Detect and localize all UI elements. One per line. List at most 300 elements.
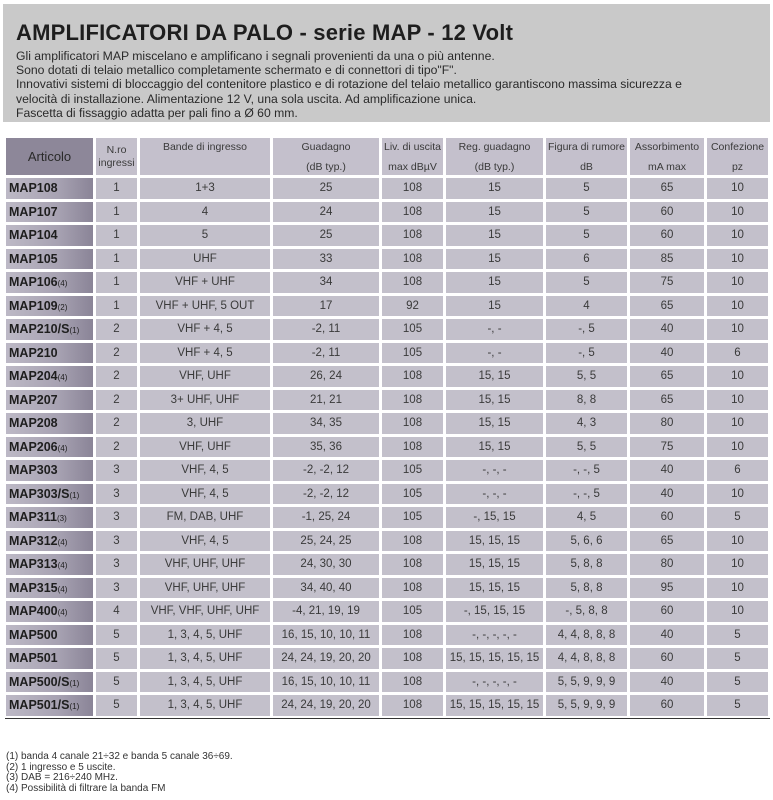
cell-livello-uscita: 92 xyxy=(382,296,443,317)
article-code: MAP108 xyxy=(9,181,58,196)
cell-figura-rumore: -, -, 5 xyxy=(546,484,627,505)
cell-articolo xyxy=(6,554,93,575)
cell-bande: 5 xyxy=(140,225,270,246)
cell-guadagno: 17 xyxy=(273,296,379,317)
cell-confezione: 10 xyxy=(707,296,768,317)
intro-line: Fascetta di fissaggio adatta per pali fino a Ø 60 mm. xyxy=(16,105,298,120)
cell-confezione: 10 xyxy=(707,202,768,223)
table-row xyxy=(6,343,768,364)
cell-nro-ingressi: 1 xyxy=(96,225,137,246)
cell-livello-uscita: 108 xyxy=(382,413,443,434)
article-code: MAP312 xyxy=(9,533,58,548)
cell-articolo xyxy=(6,672,93,693)
cell-bande: VHF, VHF, UHF, UHF xyxy=(140,601,270,622)
cell-confezione: 5 xyxy=(707,695,768,716)
cell-nro-ingressi: 1 xyxy=(96,296,137,317)
cell-assorbimento: 95 xyxy=(630,578,704,599)
cell-guadagno: 25 xyxy=(273,178,379,199)
cell-bande: 1+3 xyxy=(140,178,270,199)
page-title: AMPLIFICATORI DA PALO - serie MAP - 12 Volt xyxy=(16,20,514,45)
cell-reg-guadagno: -, -, -, -, - xyxy=(446,625,543,646)
cell-guadagno: 33 xyxy=(273,249,379,270)
cell-guadagno: 34 xyxy=(273,272,379,293)
cell-bande: VHF + 4, 5 xyxy=(140,343,270,364)
table-row xyxy=(6,695,768,716)
cell-guadagno: -2, -2, 12 xyxy=(273,460,379,481)
cell-assorbimento: 85 xyxy=(630,249,704,270)
cell-livello-uscita: 108 xyxy=(382,554,443,575)
cell-assorbimento: 60 xyxy=(630,695,704,716)
cell-confezione: 10 xyxy=(707,366,768,387)
table-row xyxy=(6,178,768,199)
cell-guadagno: 25, 24, 25 xyxy=(273,531,379,552)
header-bande xyxy=(140,138,270,175)
cell-confezione: 6 xyxy=(707,343,768,364)
article-footnote-ref: (4) xyxy=(57,373,68,383)
cell-guadagno: 25 xyxy=(273,225,379,246)
article-code: MAP313 xyxy=(9,557,58,572)
article-code: MAP109 xyxy=(9,298,58,313)
article-code: MAP104 xyxy=(9,228,58,243)
article-footnote-ref: (2) xyxy=(57,302,68,312)
cell-confezione: 5 xyxy=(707,625,768,646)
intro-line: Gli amplificatori MAP miscelano e amplificano i segnali provenienti da una o più antenne. xyxy=(16,49,495,63)
cell-assorbimento: 40 xyxy=(630,672,704,693)
cell-bande: 3, UHF xyxy=(140,413,270,434)
article-footnote-ref: (1) xyxy=(69,326,80,336)
cell-reg-guadagno: 15 xyxy=(446,202,543,223)
footnote: (3) DAB = 216÷240 MHz. xyxy=(6,772,118,783)
cell-figura-rumore: 6 xyxy=(546,249,627,270)
header-unit: (dB typ.) xyxy=(306,161,346,173)
header-label: Confezione xyxy=(710,141,765,153)
header-nro-ingressi: N.ro ingressi xyxy=(96,138,137,175)
article-footnote-ref: (1) xyxy=(69,490,80,500)
cell-figura-rumore: 4, 5 xyxy=(546,507,627,528)
cell-reg-guadagno: 15, 15, 15, 15, 15 xyxy=(446,648,543,669)
header-reg-guadagno xyxy=(446,138,543,175)
cell-articolo xyxy=(6,343,93,364)
header-unit: mA max xyxy=(648,161,686,173)
cell-guadagno: 34, 35 xyxy=(273,413,379,434)
cell-articolo xyxy=(6,460,93,481)
cell-confezione: 10 xyxy=(707,578,768,599)
cell-nro-ingressi: 3 xyxy=(96,460,137,481)
cell-nro-ingressi: 3 xyxy=(96,484,137,505)
cell-confezione: 5 xyxy=(707,672,768,693)
cell-livello-uscita: 105 xyxy=(382,319,443,340)
cell-figura-rumore: 4 xyxy=(546,296,627,317)
cell-articolo xyxy=(6,484,93,505)
cell-figura-rumore: 4, 3 xyxy=(546,413,627,434)
cell-nro-ingressi: 3 xyxy=(96,578,137,599)
cell-livello-uscita: 105 xyxy=(382,601,443,622)
cell-livello-uscita: 108 xyxy=(382,695,443,716)
cell-figura-rumore: 5 xyxy=(546,272,627,293)
header-unit: max dBµV xyxy=(388,161,437,173)
cell-reg-guadagno: -, 15, 15 xyxy=(446,507,543,528)
cell-confezione: 10 xyxy=(707,554,768,575)
cell-reg-guadagno: 15 xyxy=(446,272,543,293)
cell-assorbimento: 60 xyxy=(630,507,704,528)
cell-assorbimento: 65 xyxy=(630,366,704,387)
cell-assorbimento: 40 xyxy=(630,625,704,646)
cell-figura-rumore: 5, 6, 6 xyxy=(546,531,627,552)
cell-livello-uscita: 108 xyxy=(382,672,443,693)
cell-livello-uscita: 105 xyxy=(382,343,443,364)
cell-articolo xyxy=(6,225,93,246)
article-footnote-ref: (4) xyxy=(57,584,68,594)
header-label: Bande di ingresso xyxy=(162,141,248,153)
header-unit: (dB typ.) xyxy=(474,161,515,173)
cell-nro-ingressi: 2 xyxy=(96,366,137,387)
table-row xyxy=(6,272,768,293)
cell-bande: 1, 3, 4, 5, UHF xyxy=(140,648,270,669)
cell-nro-ingressi: 4 xyxy=(96,601,137,622)
article-code: MAP501 xyxy=(9,651,58,666)
cell-guadagno: 24, 30, 30 xyxy=(273,554,379,575)
cell-figura-rumore: 5 xyxy=(546,225,627,246)
cell-reg-guadagno: 15, 15, 15, 15, 15 xyxy=(446,695,543,716)
cell-assorbimento: 60 xyxy=(630,225,704,246)
cell-reg-guadagno: 15, 15, 15 xyxy=(446,554,543,575)
table-row xyxy=(6,249,768,270)
cell-assorbimento: 65 xyxy=(630,531,704,552)
cell-bande: 4 xyxy=(140,202,270,223)
intro-description xyxy=(16,49,766,120)
cell-figura-rumore: 5, 5, 9, 9, 9 xyxy=(546,672,627,693)
article-footnote-ref: (4) xyxy=(57,561,68,571)
cell-articolo xyxy=(6,578,93,599)
footnotes xyxy=(6,752,233,794)
cell-confezione: 10 xyxy=(707,601,768,622)
footnote: (4) Possibilità di filtrare la banda FM xyxy=(6,782,166,794)
cell-guadagno: -2, 11 xyxy=(273,319,379,340)
cell-bande: VHF, 4, 5 xyxy=(140,531,270,552)
cell-reg-guadagno: -, - xyxy=(446,343,543,364)
header-unit: dB xyxy=(580,161,593,173)
cell-articolo xyxy=(6,390,93,411)
cell-livello-uscita: 108 xyxy=(382,390,443,411)
table-row xyxy=(6,648,768,669)
cell-livello-uscita: 108 xyxy=(382,225,443,246)
cell-bande: FM, DAB, UHF xyxy=(140,507,270,528)
article-code: MAP303/S xyxy=(9,486,70,501)
cell-reg-guadagno: 15 xyxy=(446,178,543,199)
cell-reg-guadagno: 15 xyxy=(446,296,543,317)
cell-assorbimento: 80 xyxy=(630,413,704,434)
cell-nro-ingressi: 1 xyxy=(96,202,137,223)
cell-guadagno: 21, 21 xyxy=(273,390,379,411)
footnote: (1) banda 4 canale 21÷32 e banda 5 canale 36÷69. xyxy=(6,751,233,762)
cell-figura-rumore: 5 xyxy=(546,202,627,223)
cell-nro-ingressi: 2 xyxy=(96,413,137,434)
article-code: MAP105 xyxy=(9,251,58,266)
cell-bande: VHF, UHF, UHF xyxy=(140,578,270,599)
article-footnote-ref: (4) xyxy=(57,443,68,453)
cell-assorbimento: 40 xyxy=(630,484,704,505)
cell-livello-uscita: 105 xyxy=(382,460,443,481)
header-confezione xyxy=(707,138,768,175)
article-footnote-ref: (3) xyxy=(56,514,67,524)
cell-reg-guadagno: -, - xyxy=(446,319,543,340)
cell-articolo xyxy=(6,437,93,458)
cell-assorbimento: 75 xyxy=(630,437,704,458)
table-row xyxy=(6,413,768,434)
cell-assorbimento: 75 xyxy=(630,272,704,293)
article-code: MAP311 xyxy=(9,510,57,525)
cell-livello-uscita: 108 xyxy=(382,437,443,458)
cell-articolo xyxy=(6,296,93,317)
cell-nro-ingressi: 2 xyxy=(96,319,137,340)
cell-bande: UHF xyxy=(140,249,270,270)
cell-guadagno: 16, 15, 10, 10, 11 xyxy=(273,672,379,693)
cell-nro-ingressi: 1 xyxy=(96,272,137,293)
table-row xyxy=(6,225,768,246)
article-code: MAP207 xyxy=(9,392,58,407)
cell-confezione: 10 xyxy=(707,390,768,411)
table-row xyxy=(6,296,768,317)
cell-confezione: 10 xyxy=(707,249,768,270)
table-row xyxy=(6,484,768,505)
cell-reg-guadagno: -, 15, 15, 15 xyxy=(446,601,543,622)
cell-guadagno: -1, 25, 24 xyxy=(273,507,379,528)
cell-assorbimento: 40 xyxy=(630,343,704,364)
header-label: Figura di rumore xyxy=(547,141,626,153)
cell-bande: 1, 3, 4, 5, UHF xyxy=(140,672,270,693)
cell-livello-uscita: 108 xyxy=(382,578,443,599)
table-row xyxy=(6,672,768,693)
table-row xyxy=(6,625,768,646)
article-code: MAP303 xyxy=(9,463,58,478)
cell-confezione: 10 xyxy=(707,413,768,434)
cell-reg-guadagno: 15, 15, 15 xyxy=(446,531,543,552)
cell-figura-rumore: 4, 4, 8, 8, 8 xyxy=(546,625,627,646)
header-unit: pz xyxy=(731,161,744,173)
intro-line: Sono dotati di telaio metallico completamente schermato e di connettori di tipo"F". xyxy=(16,63,457,78)
cell-figura-rumore: -, -, 5 xyxy=(546,460,627,481)
cell-nro-ingressi: 5 xyxy=(96,695,137,716)
cell-reg-guadagno: 15, 15 xyxy=(446,437,543,458)
cell-guadagno: 24, 24, 19, 20, 20 xyxy=(273,695,379,716)
cell-bande: VHF + UHF, 5 OUT xyxy=(140,296,270,317)
cell-articolo xyxy=(6,178,93,199)
cell-nro-ingressi: 2 xyxy=(96,343,137,364)
cell-articolo xyxy=(6,648,93,669)
product-table xyxy=(3,135,771,719)
cell-assorbimento: 80 xyxy=(630,554,704,575)
cell-figura-rumore: 5, 5, 9, 9, 9 xyxy=(546,695,627,716)
article-footnote-ref: (4) xyxy=(57,608,68,618)
cell-guadagno: -2, -2, 12 xyxy=(273,484,379,505)
cell-nro-ingressi: 3 xyxy=(96,554,137,575)
cell-assorbimento: 60 xyxy=(630,648,704,669)
cell-bande: VHF + 4, 5 xyxy=(140,319,270,340)
cell-figura-rumore: 5, 8, 8 xyxy=(546,578,627,599)
cell-bande: 1, 3, 4, 5, UHF xyxy=(140,625,270,646)
article-footnote-ref: (1) xyxy=(69,702,80,712)
cell-reg-guadagno: 15, 15 xyxy=(446,413,543,434)
cell-livello-uscita: 108 xyxy=(382,531,443,552)
cell-confezione: 5 xyxy=(707,648,768,669)
cell-reg-guadagno: -, -, -, -, - xyxy=(446,672,543,693)
cell-livello-uscita: 108 xyxy=(382,648,443,669)
cell-assorbimento: 40 xyxy=(630,460,704,481)
cell-assorbimento: 60 xyxy=(630,202,704,223)
cell-guadagno: -4, 21, 19, 19 xyxy=(273,601,379,622)
cell-nro-ingressi: 5 xyxy=(96,625,137,646)
cell-confezione: 10 xyxy=(707,484,768,505)
cell-nro-ingressi: 3 xyxy=(96,507,137,528)
cell-confezione: 10 xyxy=(707,437,768,458)
cell-figura-rumore: 5, 8, 8 xyxy=(546,554,627,575)
cell-articolo xyxy=(6,202,93,223)
table-row xyxy=(6,202,768,223)
cell-guadagno: 16, 15, 10, 10, 11 xyxy=(273,625,379,646)
cell-bande: 3+ UHF, UHF xyxy=(140,390,270,411)
table-bottom-rule xyxy=(5,718,770,719)
article-footnote-ref: (4) xyxy=(57,537,68,547)
cell-figura-rumore: -, 5 xyxy=(546,343,627,364)
table-row xyxy=(6,460,768,481)
cell-assorbimento: 65 xyxy=(630,390,704,411)
header-figura-rumore xyxy=(546,138,627,175)
cell-bande: VHF, UHF xyxy=(140,366,270,387)
table-row xyxy=(6,601,768,622)
cell-livello-uscita: 108 xyxy=(382,272,443,293)
cell-figura-rumore: -, 5, 8, 8 xyxy=(546,601,627,622)
table-row xyxy=(6,578,768,599)
cell-articolo xyxy=(6,319,93,340)
cell-guadagno: 34, 40, 40 xyxy=(273,578,379,599)
cell-confezione: 10 xyxy=(707,531,768,552)
cell-articolo xyxy=(6,507,93,528)
cell-confezione: 10 xyxy=(707,178,768,199)
cell-bande: VHF + UHF xyxy=(140,272,270,293)
header-label: Reg. guadagno xyxy=(458,141,531,153)
cell-figura-rumore: 5, 5 xyxy=(546,437,627,458)
table-row xyxy=(6,437,768,458)
article-code: MAP107 xyxy=(9,204,58,219)
table-row xyxy=(6,554,768,575)
article-footnote-ref: (4) xyxy=(57,279,68,289)
article-code: MAP501/S xyxy=(9,698,70,713)
footnote: (2) 1 ingresso e 5 uscite. xyxy=(6,761,116,773)
article-code: MAP400 xyxy=(9,604,58,619)
cell-nro-ingressi: 3 xyxy=(96,531,137,552)
cell-assorbimento: 65 xyxy=(630,178,704,199)
article-code: MAP500 xyxy=(9,627,58,642)
cell-figura-rumore: -, 5 xyxy=(546,319,627,340)
cell-reg-guadagno: 15 xyxy=(446,225,543,246)
article-code: MAP206 xyxy=(9,439,58,454)
intro-line: Innovativi sistemi di bloccaggio del contenitore plastico e di rotazione del telaio metallico garantiscono massima sicurezza e xyxy=(16,77,682,92)
article-code: MAP315 xyxy=(9,580,58,595)
header-articolo: Articolo xyxy=(6,138,93,175)
cell-articolo xyxy=(6,249,93,270)
cell-articolo xyxy=(6,695,93,716)
cell-nro-ingressi: 2 xyxy=(96,390,137,411)
article-footnote-ref: (1) xyxy=(69,678,80,688)
intro-line: velocità di installazione. Alimentazione 12 V, una sola uscita. Ad amplificazione unica. xyxy=(16,91,477,106)
cell-guadagno: -2, 11 xyxy=(273,343,379,364)
article-code: MAP210/S xyxy=(9,322,70,337)
cell-confezione: 6 xyxy=(707,460,768,481)
cell-reg-guadagno: 15, 15 xyxy=(446,366,543,387)
cell-livello-uscita: 108 xyxy=(382,178,443,199)
cell-guadagno: 24, 24, 19, 20, 20 xyxy=(273,648,379,669)
table-row xyxy=(6,390,768,411)
intro-panel xyxy=(3,4,770,122)
cell-confezione: 5 xyxy=(707,507,768,528)
header-label: Assorbimento xyxy=(634,141,700,153)
cell-guadagno: 24 xyxy=(273,202,379,223)
header-livello-uscita xyxy=(382,138,443,175)
cell-nro-ingressi: 2 xyxy=(96,437,137,458)
cell-nro-ingressi: 5 xyxy=(96,672,137,693)
article-code: MAP210 xyxy=(9,345,58,360)
cell-figura-rumore: 5 xyxy=(546,178,627,199)
cell-articolo xyxy=(6,531,93,552)
cell-nro-ingressi: 1 xyxy=(96,249,137,270)
cell-livello-uscita: 105 xyxy=(382,484,443,505)
header-guadagno xyxy=(273,138,379,175)
header-label: Guadagno xyxy=(301,141,351,153)
cell-confezione: 10 xyxy=(707,272,768,293)
cell-figura-rumore: 8, 8 xyxy=(546,390,627,411)
cell-nro-ingressi: 5 xyxy=(96,648,137,669)
cell-nro-ingressi: 1 xyxy=(96,178,137,199)
cell-articolo xyxy=(6,272,93,293)
cell-livello-uscita: 108 xyxy=(382,625,443,646)
cell-bande: VHF, 4, 5 xyxy=(140,484,270,505)
cell-livello-uscita: 108 xyxy=(382,249,443,270)
cell-livello-uscita: 108 xyxy=(382,202,443,223)
article-code: MAP500/S xyxy=(9,674,70,689)
cell-bande: VHF, UHF, UHF xyxy=(140,554,270,575)
cell-assorbimento: 65 xyxy=(630,296,704,317)
cell-bande: VHF, 4, 5 xyxy=(140,460,270,481)
table-row xyxy=(6,507,768,528)
header-row xyxy=(6,138,768,175)
cell-bande: VHF, UHF xyxy=(140,437,270,458)
cell-livello-uscita: 108 xyxy=(382,366,443,387)
cell-bande: 1, 3, 4, 5, UHF xyxy=(140,695,270,716)
cell-confezione: 10 xyxy=(707,225,768,246)
cell-articolo xyxy=(6,601,93,622)
cell-confezione: 10 xyxy=(707,319,768,340)
table-row xyxy=(6,366,768,387)
cell-articolo xyxy=(6,366,93,387)
article-code: MAP204 xyxy=(9,369,58,384)
article-code: MAP208 xyxy=(9,416,58,431)
cell-reg-guadagno: 15, 15 xyxy=(446,390,543,411)
header-assorbimento xyxy=(630,138,704,175)
cell-articolo xyxy=(6,413,93,434)
cell-figura-rumore: 4, 4, 8, 8, 8 xyxy=(546,648,627,669)
table-row xyxy=(6,319,768,340)
cell-guadagno: 35, 36 xyxy=(273,437,379,458)
cell-livello-uscita: 105 xyxy=(382,507,443,528)
cell-reg-guadagno: -, -, - xyxy=(446,460,543,481)
cell-reg-guadagno: 15, 15, 15 xyxy=(446,578,543,599)
cell-reg-guadagno: -, -, - xyxy=(446,484,543,505)
cell-guadagno: 26, 24 xyxy=(273,366,379,387)
cell-figura-rumore: 5, 5 xyxy=(546,366,627,387)
header-label: Liv. di uscita xyxy=(384,141,441,153)
cell-articolo xyxy=(6,625,93,646)
cell-reg-guadagno: 15 xyxy=(446,249,543,270)
